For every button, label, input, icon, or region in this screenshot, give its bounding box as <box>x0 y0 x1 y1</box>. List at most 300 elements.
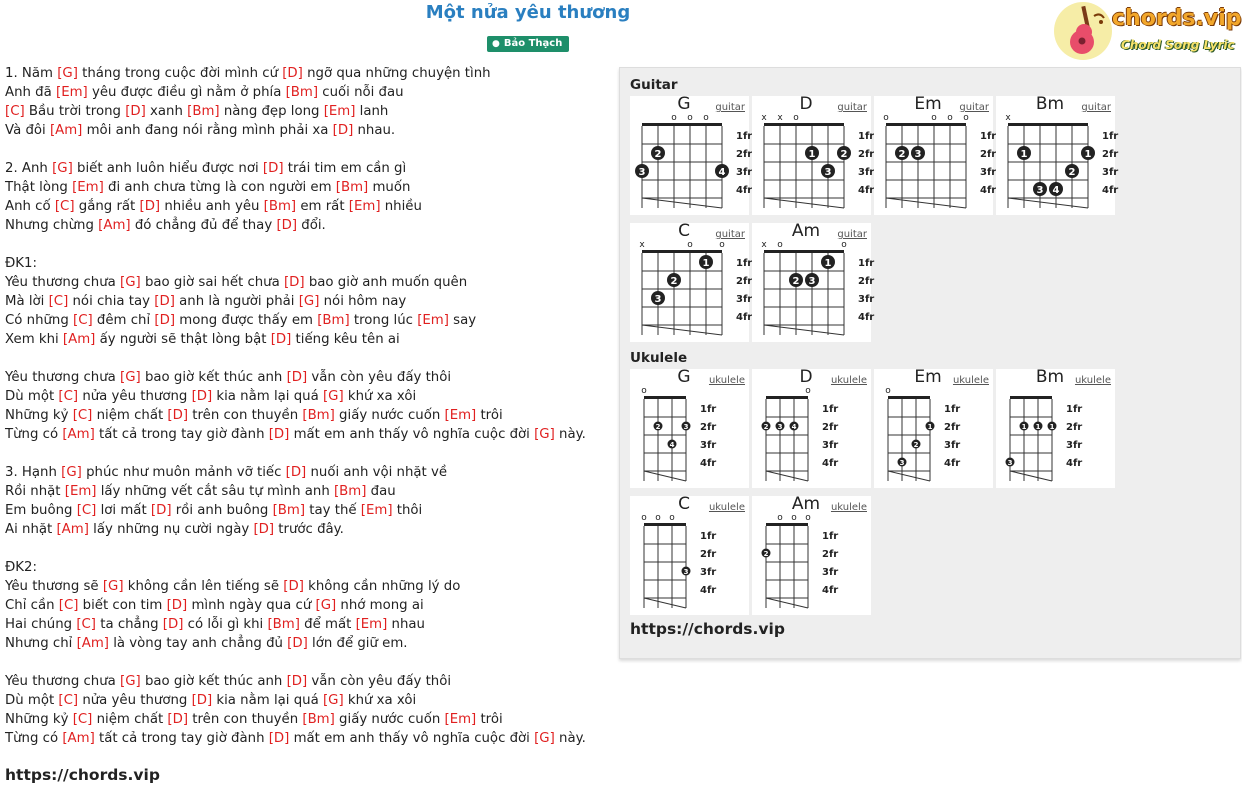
fret-label: 4fr <box>980 185 997 196</box>
fret-line <box>642 198 722 208</box>
chord-tag[interactable]: [Bm] <box>187 104 220 119</box>
lyric-line <box>5 64 610 83</box>
ukulele-link[interactable]: ukulele <box>830 502 867 513</box>
chord-tag[interactable]: [G] <box>534 731 555 746</box>
chord-tag[interactable]: [Bm] <box>267 617 300 632</box>
muted-string-mark: x <box>761 240 767 250</box>
lyric-text: Ai nhặt <box>5 522 57 537</box>
chord-tag[interactable]: [D] <box>154 313 176 328</box>
lyric-text: Có những <box>5 313 74 328</box>
fret-label: 2fr <box>944 422 961 433</box>
open-string-mark: o <box>841 240 847 250</box>
open-string-mark: o <box>687 240 693 250</box>
page-title: Một nửa yêu thương <box>425 2 631 23</box>
guitar-link[interactable]: guitar <box>837 102 867 113</box>
fretboard-diagram <box>630 96 753 215</box>
chord-tag[interactable]: [G] <box>120 674 141 689</box>
lyric-text: giấy nước cuốn <box>334 408 445 423</box>
lyric-text: nhau <box>387 617 425 632</box>
guitar-link[interactable]: guitar <box>837 229 867 240</box>
lyric-text: Yêu thương chưa <box>5 370 121 385</box>
ukulele-link[interactable]: ukulele <box>1074 375 1111 386</box>
finger-number: 3 <box>914 149 922 160</box>
guitar-link[interactable]: guitar <box>1081 102 1111 113</box>
nut <box>764 250 844 253</box>
ukulele-chord-card[interactable] <box>630 496 749 615</box>
chord-tag[interactable]: [Em] <box>323 104 356 119</box>
chord-tag[interactable]: [C] <box>76 617 96 632</box>
lyric-blank-line <box>5 444 610 463</box>
lyric-text: mong được thấy em <box>175 313 318 328</box>
chord-tag[interactable]: [D] <box>162 617 184 632</box>
author-name: Bảo Thạch <box>503 38 563 49</box>
lyric-line <box>5 691 610 710</box>
lyric-text: anh là người phải <box>174 294 299 309</box>
guitar-link[interactable]: guitar <box>715 102 745 113</box>
fret-label: 1fr <box>858 131 875 142</box>
chord-tag[interactable]: [D] <box>287 636 308 651</box>
chord-tag[interactable]: [D] <box>283 275 305 290</box>
fret-label: 1fr <box>1066 404 1083 415</box>
chord-tag[interactable]: [Am] <box>62 731 95 746</box>
lyric-text: phúc như muôn mảnh vỡ tiếc <box>81 465 286 480</box>
chord-tag[interactable]: [D] <box>268 731 290 746</box>
lyric-text: đi anh chưa từng là con người em <box>103 180 336 195</box>
chord-tag[interactable]: [D] <box>270 332 292 347</box>
chord-tag[interactable]: [D] <box>286 674 308 689</box>
finger-number: 2 <box>898 149 906 160</box>
nut <box>1010 396 1052 399</box>
lyric-blank-line <box>5 539 610 558</box>
ukulele-chord-card[interactable] <box>874 369 993 488</box>
finger-number: 1 <box>1084 149 1092 160</box>
lyric-text: tất cả trong tay giờ đành <box>94 427 269 442</box>
chord-tag[interactable]: [G] <box>315 598 337 613</box>
lyric-text: lấy những vết cắt sâu tự mình anh <box>96 484 334 499</box>
lyric-text: Hai chúng <box>5 617 77 632</box>
finger-number: 1 <box>1049 423 1055 431</box>
chord-tag[interactable]: [Bm] <box>302 408 335 423</box>
chord-tag[interactable]: [G] <box>102 579 124 594</box>
chord-tag[interactable]: [Em] <box>56 85 88 100</box>
lyric-text: nàng đẹp long <box>219 104 324 119</box>
fret-line <box>644 598 686 608</box>
fret-label: 2fr <box>700 549 717 560</box>
lyric-text: bao giờ anh muốn quên <box>304 275 468 290</box>
finger-number: 1 <box>1035 423 1041 431</box>
lyric-text: xanh <box>145 104 188 119</box>
lyric-blank-line <box>5 140 610 159</box>
open-string-mark: o <box>669 513 675 523</box>
chord-tag[interactable]: [Bm] <box>272 503 306 518</box>
chord-tag[interactable]: [Em] <box>64 484 97 499</box>
chord-name: Em <box>914 94 942 114</box>
lyric-text: biết anh luôn hiểu được nơi <box>72 161 263 176</box>
chord-panel <box>619 67 1241 659</box>
chord-tag[interactable]: [G] <box>322 389 344 404</box>
lyric-text: 3. Hạnh <box>5 465 62 480</box>
chord-tag[interactable]: [Bm] <box>263 199 297 214</box>
ukulele-link[interactable]: ukulele <box>952 375 989 386</box>
lyric-line <box>5 482 610 501</box>
chord-name: Bm <box>1035 94 1065 114</box>
lyric-text: kia nằm lại quá <box>212 693 323 708</box>
chord-tag[interactable]: [G] <box>322 693 344 708</box>
open-string-mark: o <box>793 113 799 123</box>
lyric-text: bao giờ kết thúc anh <box>140 370 287 385</box>
chord-tag[interactable]: [G] <box>57 66 78 81</box>
guitar-link[interactable]: guitar <box>715 229 745 240</box>
chord-tag[interactable]: [Bm] <box>302 712 335 727</box>
open-string-mark: o <box>805 386 811 396</box>
chord-tag[interactable]: [D] <box>125 104 146 119</box>
fret-label: 4fr <box>736 185 753 196</box>
fret-line <box>886 198 966 208</box>
lyric-text: Thật lòng <box>5 180 73 195</box>
lyric-text: Dù một <box>5 693 59 708</box>
fret-label: 3fr <box>700 440 717 451</box>
chord-tag[interactable]: [Em] <box>348 199 381 214</box>
chord-tag[interactable]: [Em] <box>417 313 449 328</box>
ukulele-chord-card[interactable] <box>630 369 749 488</box>
lyric-line <box>5 254 610 273</box>
fret-label: 3fr <box>736 167 753 178</box>
lyric-text: này. <box>554 427 586 442</box>
fret-label: 4fr <box>1066 458 1083 469</box>
chord-tag[interactable]: [Am] <box>56 522 89 537</box>
fret-label: 3fr <box>980 167 997 178</box>
chord-tag[interactable]: [Am] <box>62 427 95 442</box>
guitar-chord-card[interactable] <box>996 94 1119 215</box>
lyric-blank-line <box>5 653 610 672</box>
muted-string-mark: x <box>1005 113 1011 123</box>
fret-label: 4fr <box>700 585 717 596</box>
finger-number: 1 <box>702 258 710 269</box>
finger-number: 2 <box>654 149 662 160</box>
guitar-chord-card[interactable] <box>874 94 997 215</box>
chord-tag[interactable]: [D] <box>167 408 189 423</box>
fret-label: 4fr <box>944 458 961 469</box>
chord-name: D <box>799 367 813 387</box>
lyric-text: đêm chỉ <box>92 313 155 328</box>
panel-site-link[interactable]: https://chords.vip <box>630 620 785 638</box>
finger-number: 2 <box>792 276 800 287</box>
guitar-chord-card[interactable] <box>630 94 753 215</box>
lyric-line <box>5 178 610 197</box>
lyric-text: niệm chất <box>92 408 168 423</box>
lyric-text: lớn để giữ em. <box>307 636 408 651</box>
chord-name: C <box>678 494 690 514</box>
chord-tag[interactable]: [Bm] <box>335 180 369 195</box>
chord-name: Am <box>791 221 821 241</box>
nut <box>642 250 722 253</box>
fretboard-diagram <box>996 369 1115 488</box>
finger-number: 4 <box>1052 185 1060 196</box>
lyric-line <box>5 634 610 653</box>
lyric-text: rồi anh buông <box>171 503 273 518</box>
fret-label: 3fr <box>822 440 839 451</box>
logo-brand: chords.vip <box>1112 6 1242 31</box>
ukulele-chord-card[interactable] <box>752 496 871 615</box>
lyric-text: Dù một <box>5 389 59 404</box>
lyric-text: ngỡ qua những chuyện tình <box>302 66 491 81</box>
finger-number: 2 <box>763 550 769 558</box>
lyric-text: không cần những lý do <box>303 579 461 594</box>
chord-tag[interactable]: [D] <box>150 503 172 518</box>
lyric-line <box>5 121 610 140</box>
fret-label: 2fr <box>1102 149 1119 160</box>
fret-label: 3fr <box>700 567 717 578</box>
fret-label: 3fr <box>736 294 753 305</box>
lyric-line <box>5 615 610 634</box>
lyric-text: niệm chất <box>92 712 168 727</box>
lyric-text: trái tim em cần gì <box>283 161 407 176</box>
guitar-chord-card[interactable] <box>752 94 875 215</box>
fret-label: 4fr <box>736 312 753 323</box>
lyric-text: nửa yêu thương <box>78 389 192 404</box>
lyric-text: Nhưng chỉ <box>5 636 77 651</box>
lyric-text: bao giờ sai hết chưa <box>140 275 284 290</box>
chord-name: Bm <box>1035 367 1065 387</box>
chord-tag[interactable]: [D] <box>276 218 298 233</box>
lyric-text: Từng có <box>5 731 63 746</box>
chord-tag[interactable]: [Bm] <box>333 484 367 499</box>
fretboard-diagram <box>630 369 749 488</box>
ukulele-link[interactable]: ukulele <box>830 375 867 386</box>
ukulele-link[interactable]: ukulele <box>708 502 745 513</box>
nut <box>642 123 722 126</box>
chord-tag[interactable]: [D] <box>166 598 188 613</box>
chord-tag[interactable]: [D] <box>154 294 175 309</box>
lyric-text: mất em anh thấy vô nghĩa cuộc đời <box>289 427 535 442</box>
guitar-chord-card[interactable] <box>630 221 753 342</box>
guitar-chord-card[interactable] <box>752 221 875 342</box>
fret-label: 3fr <box>944 440 961 451</box>
lyric-text: yêu được điều gì nằm ở phía <box>87 85 286 100</box>
finger-number: 4 <box>669 441 675 449</box>
fret-label: 4fr <box>822 585 839 596</box>
chord-tag[interactable]: [D] <box>253 522 275 537</box>
chord-tag[interactable]: [G] <box>52 161 73 176</box>
lyric-text: để mất <box>299 617 356 632</box>
lyric-text: 1. Năm <box>5 66 58 81</box>
lyric-text: nói chia tay <box>68 294 155 309</box>
lyric-text: nửa yêu thương <box>78 693 192 708</box>
lyric-text: Anh cố <box>5 199 55 214</box>
lyric-text: Xem khi <box>5 332 63 347</box>
chord-tag[interactable]: [D] <box>283 579 304 594</box>
lyric-text: ta chẳng <box>96 617 163 632</box>
fret-label: 4fr <box>858 185 875 196</box>
lyric-text: nhiều anh yêu <box>160 199 264 214</box>
chord-tag[interactable]: [D] <box>285 465 307 480</box>
chord-tag[interactable]: [Am] <box>49 123 83 138</box>
chord-tag[interactable]: [C] <box>73 313 93 328</box>
fretboard-diagram <box>996 96 1119 215</box>
chord-tag[interactable]: [C] <box>54 199 75 214</box>
lyric-line <box>5 463 610 482</box>
lyric-line <box>5 710 610 729</box>
chord-name: D <box>799 94 813 114</box>
lyric-text: bao giờ kết thúc anh <box>140 674 287 689</box>
chord-tag[interactable]: [C] <box>76 503 97 518</box>
chord-tag[interactable]: [G] <box>534 427 555 442</box>
chord-tag[interactable]: [C] <box>58 389 79 404</box>
chord-tag[interactable]: [G] <box>61 465 82 480</box>
chord-tag[interactable]: [D] <box>191 693 213 708</box>
chord-tag[interactable]: [Em] <box>444 408 477 423</box>
lyric-text: kia nằm lại quá <box>212 389 323 404</box>
lyric-text: mình ngày qua cứ <box>187 598 316 613</box>
chord-tag[interactable]: [C] <box>72 408 93 423</box>
user-icon: ● <box>492 39 500 49</box>
chord-tag[interactable]: [Em] <box>360 503 393 518</box>
lyric-text: trên con thuyền <box>188 712 303 727</box>
chord-tag[interactable]: [Am] <box>62 332 96 347</box>
open-string-mark: o <box>947 113 953 123</box>
chord-tag[interactable]: [D] <box>282 66 303 81</box>
fretboard-diagram <box>874 369 993 488</box>
fret-label: 3fr <box>858 294 875 305</box>
guitar-link[interactable]: guitar <box>959 102 989 113</box>
lyric-line <box>5 273 610 292</box>
chord-tag[interactable]: [G] <box>120 370 141 385</box>
lyric-line <box>5 197 610 216</box>
fret-label: 1fr <box>944 404 961 415</box>
chord-name: C <box>678 221 690 241</box>
finger-number: 3 <box>824 167 832 178</box>
fretboard-diagram <box>752 96 875 215</box>
lyric-text: tất cả trong tay giờ đành <box>94 731 269 746</box>
fret-line <box>642 325 722 335</box>
lyric-line <box>5 596 610 615</box>
author-badge[interactable] <box>487 36 569 52</box>
chord-tag[interactable]: [C] <box>58 598 79 613</box>
lyric-text: có lỗi gì khi <box>183 617 268 632</box>
chord-tag[interactable]: [D] <box>268 427 290 442</box>
fret-label: 2fr <box>822 422 839 433</box>
chord-tag[interactable]: [Em] <box>72 180 104 195</box>
chord-tag[interactable]: [Bm] <box>285 85 319 100</box>
lyric-text: trôi <box>476 408 503 423</box>
ukulele-chord-card[interactable] <box>752 369 871 488</box>
lyric-line <box>5 330 610 349</box>
chord-tag[interactable]: [D] <box>139 199 161 214</box>
fret-line <box>1010 471 1052 481</box>
chord-tag[interactable]: [Bm] <box>317 313 350 328</box>
lyric-blank-line <box>5 235 610 254</box>
lyric-text: thôi <box>392 503 423 518</box>
chord-tag[interactable]: [G] <box>120 275 141 290</box>
lyric-text: Và đôi <box>5 123 50 138</box>
lyric-line <box>5 558 610 577</box>
chord-tag[interactable]: [C] <box>58 693 79 708</box>
fret-label: 2fr <box>858 149 875 160</box>
lyric-text: nhau. <box>353 123 396 138</box>
ukulele-chord-card[interactable] <box>996 369 1115 488</box>
lyric-text: trước đây. <box>274 522 344 537</box>
fret-label: 3fr <box>1066 440 1083 451</box>
chord-tag[interactable]: [C] <box>72 712 93 727</box>
chord-tag[interactable]: [D] <box>167 712 189 727</box>
fret-label: 2fr <box>1066 422 1083 433</box>
finger-number: 2 <box>670 276 678 287</box>
open-string-mark: o <box>931 113 937 123</box>
chord-tag[interactable]: [Em] <box>355 617 388 632</box>
ukulele-heading: Ukulele <box>630 350 688 366</box>
finger-number: 1 <box>808 149 816 160</box>
lyric-text: tháng trong cuộc đời mình cứ <box>77 66 283 81</box>
fret-label: 1fr <box>700 531 717 542</box>
lyric-text: đó chẳng đủ để thay <box>130 218 277 233</box>
lyric-line <box>5 577 610 596</box>
lyric-line <box>5 387 610 406</box>
fretboard-diagram <box>630 223 753 342</box>
finger-number: 1 <box>1020 149 1028 160</box>
nut <box>764 123 844 126</box>
muted-string-mark: x <box>761 113 767 123</box>
open-string-mark: o <box>671 113 677 123</box>
chord-tag[interactable]: [D] <box>332 123 354 138</box>
chord-tag[interactable]: [C] <box>5 104 25 119</box>
chord-tag[interactable]: [Am] <box>76 636 109 651</box>
lyric-text: tiếng kêu tên ai <box>291 332 400 347</box>
fret-label: 4fr <box>858 312 875 323</box>
open-string-mark: o <box>885 386 891 396</box>
chord-name: G <box>677 367 691 387</box>
fret-label: 2fr <box>736 276 753 287</box>
chord-tag[interactable]: [Am] <box>98 218 131 233</box>
lyric-text: này. <box>554 731 586 746</box>
open-string-mark: o <box>777 513 783 523</box>
chord-tag[interactable]: [D] <box>286 370 308 385</box>
lyric-line <box>5 159 610 178</box>
chord-tag[interactable]: [C] <box>48 294 69 309</box>
fret-label: 1fr <box>822 404 839 415</box>
ukulele-link[interactable]: ukulele <box>708 375 745 386</box>
lyric-text: em rất <box>296 199 349 214</box>
fret-label: 2fr <box>980 149 997 160</box>
fret-label: 2fr <box>700 422 717 433</box>
chord-tag[interactable]: [D] <box>262 161 284 176</box>
nut <box>766 396 808 399</box>
lyric-text: cuối nỗi đau <box>318 85 404 100</box>
lyric-line <box>5 501 610 520</box>
lyric-text: Từng có <box>5 427 63 442</box>
chord-name: Am <box>791 494 821 514</box>
nut <box>766 523 808 526</box>
lyric-line <box>5 672 610 691</box>
fret-line <box>764 325 844 335</box>
fret-label: 1fr <box>822 531 839 542</box>
fretboard-diagram <box>752 496 871 615</box>
lyric-text: nhớ mong ai <box>336 598 424 613</box>
open-string-mark: o <box>719 240 725 250</box>
chord-tag[interactable]: [Em] <box>444 712 477 727</box>
nut <box>644 523 686 526</box>
finger-number: 2 <box>1068 167 1076 178</box>
lyrics-block <box>5 64 610 748</box>
lyric-text: Những kỷ <box>5 712 73 727</box>
chord-tag[interactable]: [D] <box>191 389 213 404</box>
fretboard-diagram <box>752 369 871 488</box>
nut <box>644 396 686 399</box>
finger-number: 3 <box>777 423 783 431</box>
logo-tagline: Chord Song Lyric <box>1121 38 1235 52</box>
chord-tag[interactable]: [G] <box>298 294 320 309</box>
footer-link[interactable]: https://chords.vip <box>5 766 160 784</box>
site-logo[interactable] <box>1054 2 1242 62</box>
